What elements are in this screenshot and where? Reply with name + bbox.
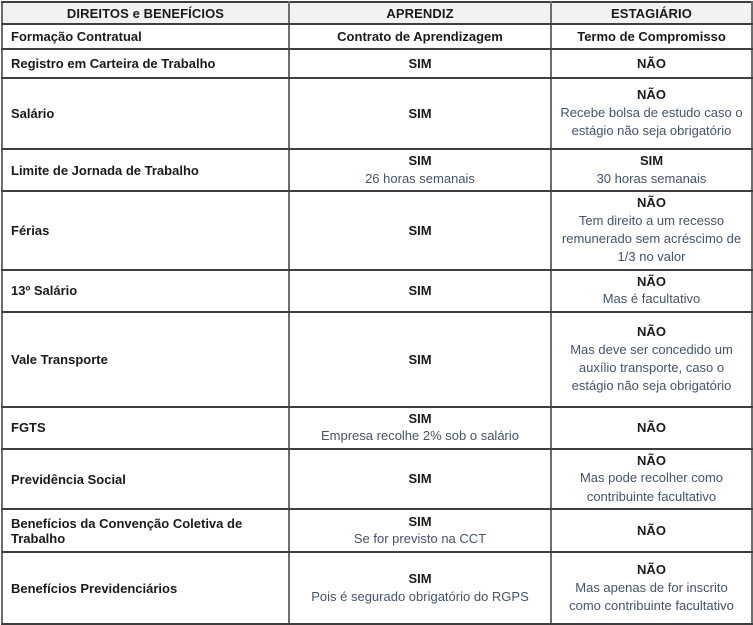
estagiario-note: 30 horas semanais [596,170,707,186]
estagiario-cell [551,191,752,270]
aprendiz-value: SIM [408,471,432,487]
row-label: Salário [2,78,289,149]
estagiario-cell [551,149,752,191]
estagiario-value: NÃO [637,452,666,468]
row-label: Formação Contratual [2,24,289,49]
table-row-formacao-contratual [2,24,752,49]
row-label: Férias [2,191,289,270]
estagiario-cell [551,312,752,407]
aprendiz-cell [289,509,551,552]
row-label: Benefícios Previdenciários [2,552,289,624]
estagiario-value: NÃO [637,87,666,103]
table-row-13-salario [2,270,752,312]
direitos-beneficios-table [1,1,753,625]
estagiario-cell [551,49,752,78]
estagiario-value: NÃO [637,195,666,210]
estagiario-note: Mas pode recolher como contribuinte facultativo [579,470,724,504]
aprendiz-value: SIM [408,351,432,367]
estagiario-note: Mas apenas de for inscrito como contribuinte facultativo [569,579,734,614]
aprendiz-cell [289,149,551,191]
row-label: Vale Transporte [2,312,289,407]
aprendiz-value: SIM [408,410,432,426]
aprendiz-cell [289,449,551,509]
estagiario-value: Termo de Compromisso [577,28,726,44]
aprendiz-value: SIM [408,283,432,299]
table-row-beneficios-previdenciarios [2,552,752,624]
estagiario-cell [551,552,752,624]
table-row-fgts [2,407,752,449]
aprendiz-cell [289,191,551,270]
row-label: Benefícios da Convenção Coletiva de Trabalho [2,509,289,552]
estagiario-value: NÃO [637,273,666,289]
header-row [2,2,752,24]
table-row-registro-carteira [2,49,752,78]
aprendiz-cell [289,24,551,49]
aprendiz-value: SIM [408,153,432,168]
estagiario-value: NÃO [637,323,666,339]
aprendiz-value: SIM [408,55,432,71]
estagiario-value: NÃO [637,523,666,539]
table-row-vale-transporte [2,312,752,407]
aprendiz-cell [289,49,551,78]
estagiario-value: NÃO [637,55,666,71]
aprendiz-value: Contrato de Aprendizagem [337,28,503,44]
estagiario-value: NÃO [637,420,666,436]
row-label: 13º Salário [2,270,289,312]
estagiario-note: Mas é facultativo [602,291,701,307]
aprendiz-cell [289,270,551,312]
table-row-salario [2,78,752,149]
column-header-direitos-beneficios: DIREITOS e BENEFÍCIOS [2,2,289,24]
estagiario-cell [551,78,752,149]
estagiario-note: Tem direito a um recesso remunerado sem acréscimo de 1/3 no valor [561,212,742,265]
aprendiz-value: SIM [408,571,432,587]
table-row-beneficios-cct [2,509,752,552]
estagiario-note: Recebe bolsa de estudo caso o estágio não seja obrigatório [560,104,743,139]
estagiario-note: Mas deve ser concedido um auxílio transporte, caso o estágio não seja obrigatório [570,341,733,394]
estagiario-value: NÃO [637,562,666,578]
column-header-estagiario: ESTAGIÁRIO [551,2,752,24]
row-label: Registro em Carteira de Trabalho [2,49,289,78]
table-row-ferias [2,191,752,270]
aprendiz-note: Empresa recolhe 2% sob o salário [321,428,519,444]
aprendiz-note: Pois é segurado obrigatório do RGPS [311,588,529,604]
row-label: FGTS [2,407,289,449]
row-label: Previdência Social [2,449,289,509]
table-row-previdencia-social [2,449,752,509]
row-label: Limite de Jornada de Trabalho [2,149,289,191]
estagiario-cell [551,24,752,49]
aprendiz-cell [289,407,551,449]
aprendiz-cell [289,312,551,407]
aprendiz-cell [289,552,551,624]
estagiario-cell [551,449,752,509]
estagiario-cell [551,407,752,449]
aprendiz-value: SIM [408,105,432,121]
table-row-limite-jornada [2,149,752,191]
aprendiz-cell [289,78,551,149]
estagiario-value: SIM [639,153,664,168]
aprendiz-value: SIM [408,222,432,238]
estagiario-cell [551,509,752,552]
aprendiz-note: Se for previsto na CCT [353,531,487,547]
column-header-aprendiz: APRENDIZ [289,2,551,24]
aprendiz-note: 26 horas semanais [365,170,475,186]
estagiario-cell [551,270,752,312]
aprendiz-value: SIM [408,513,432,529]
